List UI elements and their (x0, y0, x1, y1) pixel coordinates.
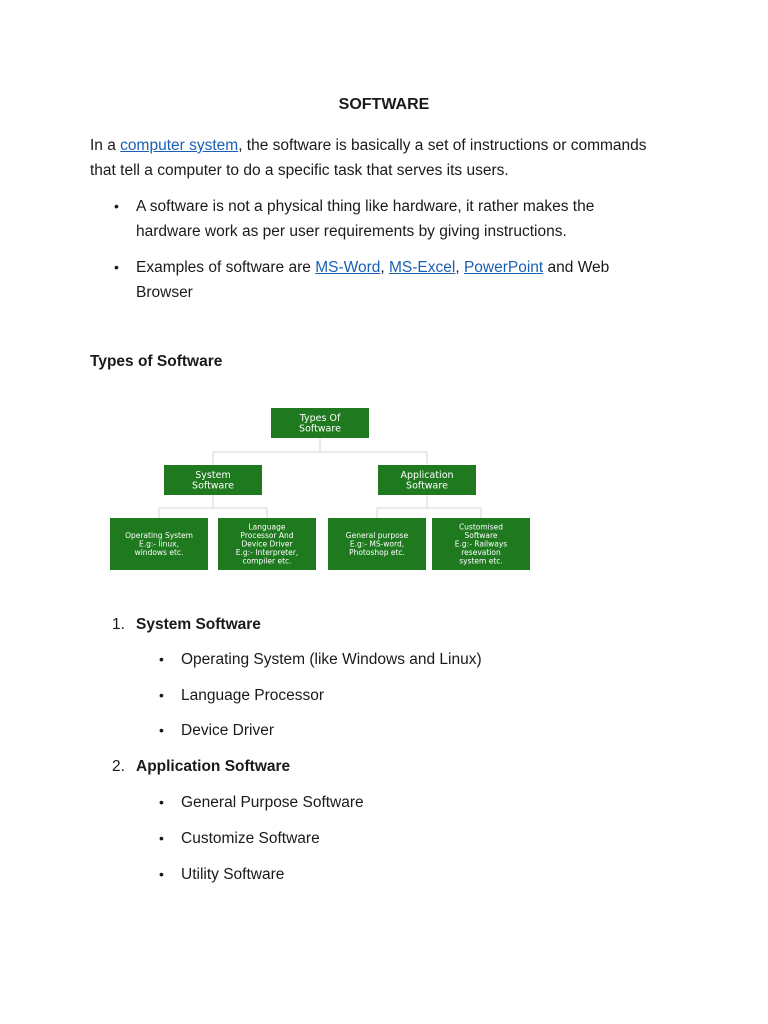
diagram-box-label: E.g:- MS-word, (349, 539, 405, 549)
diagram-box-system-software (164, 465, 262, 495)
diagram-box-general-purpose (328, 518, 426, 570)
bullet-2-line2: Browser (136, 284, 193, 301)
diagram-box-label: E.g:- linux, (139, 539, 179, 549)
diagram-box-label: Processor And (240, 531, 294, 541)
list-item-system (112, 612, 261, 637)
separator: , (380, 259, 385, 276)
bullet-2-prefix: Examples of software are (136, 259, 316, 276)
diagram-boxes (110, 408, 530, 570)
bullet-dot: • (159, 866, 164, 882)
bullet-1-line1: A software is not a physical thing like hardware, it rather makes the (136, 198, 595, 215)
list-item (159, 718, 275, 743)
diagram-box-customised-software (432, 518, 530, 570)
list-number: 2. (112, 758, 125, 775)
diagram-box-label: system etc. (459, 556, 503, 566)
list-item (159, 790, 364, 815)
diagram-box-label: General purpose (345, 531, 409, 541)
bullet-dot: • (159, 794, 164, 810)
ms-excel-link[interactable]: MS-Excel (389, 259, 456, 276)
diagram-box-label: compiler etc. (242, 556, 292, 566)
diagram-box-label: Language (248, 522, 286, 532)
list-number: 1. (112, 616, 125, 633)
list-item-application (112, 754, 291, 779)
bullet-item (114, 255, 696, 305)
computer-system-link[interactable]: computer system (120, 137, 239, 154)
list-item-text: Customize Software (181, 830, 320, 847)
diagram-box-label: Types Of (299, 413, 341, 425)
page-title: SOFTWARE (338, 96, 430, 113)
diagram-box-label: Software (464, 531, 498, 541)
intro-prefix: In a (90, 137, 121, 154)
ms-word-link[interactable]: MS-Word (315, 259, 381, 276)
bullet-item (114, 194, 696, 244)
list-item-text: Device Driver (181, 722, 275, 739)
bullet-dot: • (159, 651, 164, 667)
system-software-label: System Software (136, 616, 261, 633)
diagram-box-label: E.g:- Interpreter, (235, 548, 299, 558)
diagram-box-types-of-software (271, 408, 369, 438)
bullet-dot: • (159, 830, 164, 846)
diagram-box-label: Operating System (125, 531, 193, 541)
diagram-box-operating-system (110, 518, 208, 570)
diagram-box-label: Software (406, 480, 448, 492)
diagram-box-label: windows etc. (134, 548, 184, 558)
intro-line2: that tell a computer to do a specific task that serves its users. (90, 162, 509, 179)
intro-line1-rest: , the software is basically a set of instructions or commands (238, 137, 647, 154)
diagram-box-label: Application (400, 470, 454, 482)
powerpoint-link[interactable]: PowerPoint (463, 259, 544, 276)
bullet-dot: • (159, 722, 164, 738)
bullet-dot: • (159, 687, 164, 703)
intro-paragraph (90, 133, 690, 183)
bullet-1-line2: hardware work as per user requirements by giving instructions. (136, 223, 567, 240)
diagram-box-language-processor (218, 518, 316, 570)
list-item-text: Operating System (like Windows and Linux) (181, 651, 482, 668)
application-software-label: Application Software (136, 758, 291, 775)
diagram-box-label: E.g:- Railways (454, 539, 508, 549)
list-item-text: Utility Software (181, 866, 285, 883)
list-item (159, 826, 320, 851)
section-heading: Types of Software (90, 353, 223, 370)
diagram-box-application-software (378, 465, 476, 495)
diagram-box-label: Software (192, 480, 234, 492)
diagram-box-label: Device Driver (241, 539, 293, 549)
types-of-software-diagram (92, 398, 548, 578)
bullet-dot: • (114, 198, 119, 214)
list-item (159, 862, 285, 887)
list-item-text: Language Processor (181, 687, 325, 704)
diagram-box-label: resevation (461, 548, 501, 558)
bullet-2-suffix: and Web (543, 259, 610, 276)
separator: , (455, 259, 460, 276)
bullet-dot: • (114, 259, 119, 275)
diagram-box-label: Photoshop etc. (349, 548, 405, 558)
diagram-box-label: Customised (458, 522, 504, 532)
list-item (159, 683, 325, 708)
list-item (159, 647, 482, 672)
list-item-text: General Purpose Software (181, 794, 364, 811)
diagram-box-label: Software (299, 423, 341, 435)
diagram-box-label: System (195, 470, 231, 482)
